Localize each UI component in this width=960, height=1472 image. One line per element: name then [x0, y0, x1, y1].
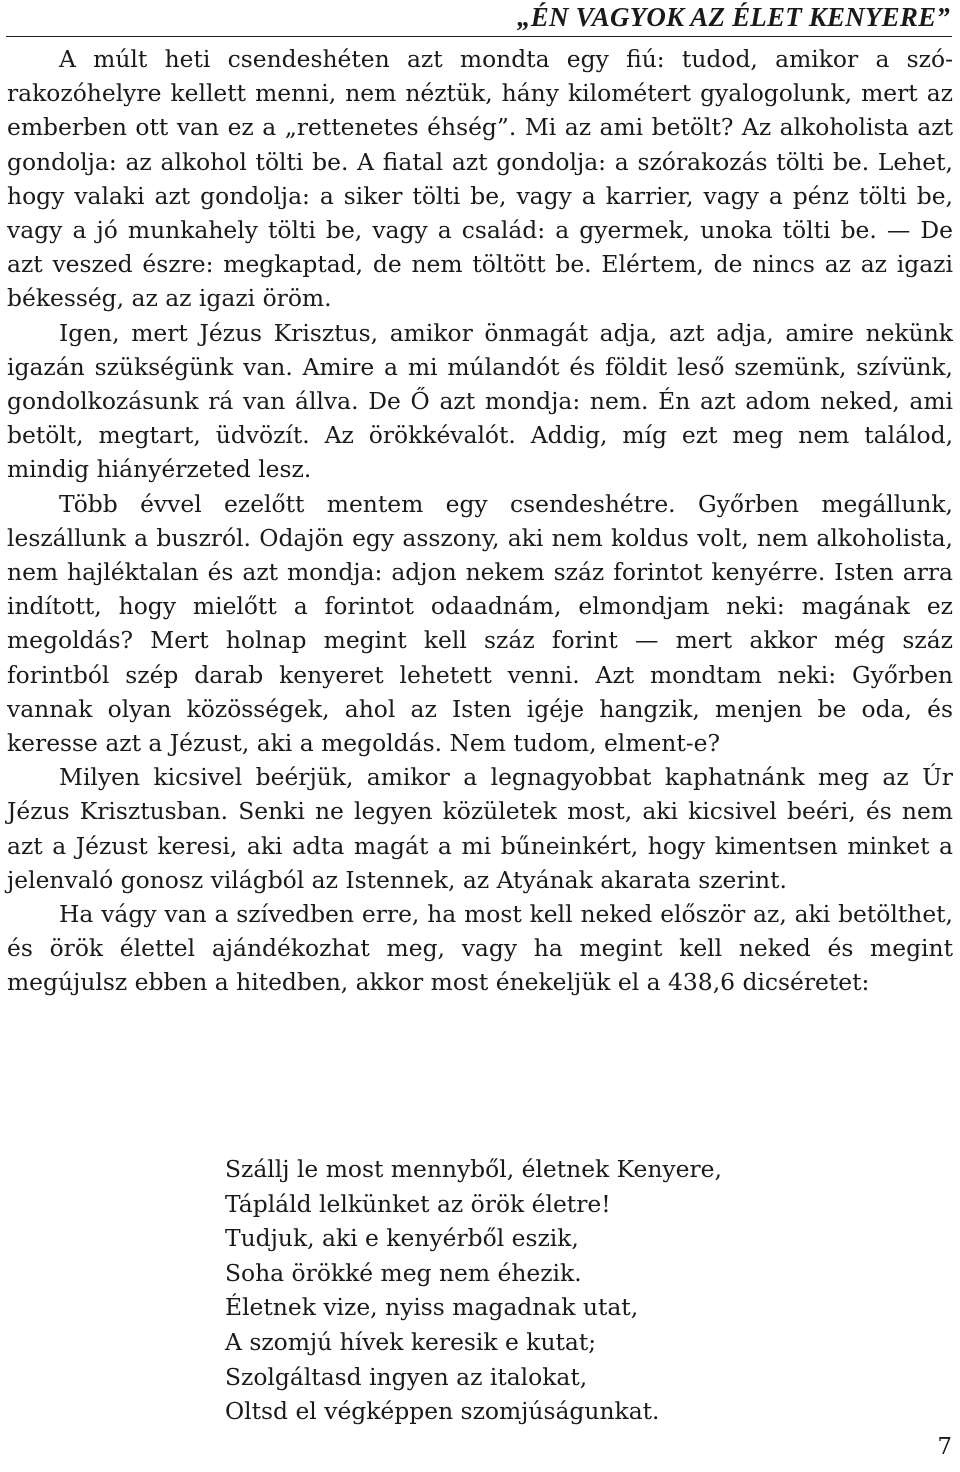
verse-line: Soha örökké meg nem éhezik. [225, 1258, 582, 1287]
verse-line: Életnek vize, nyiss magadnak utat, [225, 1293, 639, 1322]
body-text [7, 42, 953, 1000]
running-header [6, 0, 952, 37]
verse-line: Tudjuk, aki e kenyérből eszik, [225, 1224, 579, 1253]
paragraph: Igen, mert Jézus Krisztus, amikor önmagát adja, azt adja, amire nekünk igazán szükségünk van. Amire a mi múlandót és földit leső szemünk, szívünk, gondolkozásunk rá van állva. De Ő azt mondja: nem. Én azt adom neked, ami betölt, megtart, üdvözít. Az örökkévalót. Addig, míg ezt meg nem találod, mindig hiányérzeted lesz. [7, 318, 953, 484]
verse-line: Oltsd el végképpen szomjúságunkat. [225, 1397, 660, 1426]
paragraph: Több évvel ezelőtt mentem egy csendeshétre. Győrben megállunk, leszállunk a buszról. Odajön egy asszony, aki nem koldus volt, nem alkoholista, nem hajléktalan és azt mondja: adjon nekem száz forintot kenyérre. Isten arra indított, hogy mielőtt a forintot odaadnám, elmondjam neki: magának ez megoldás? Mert holnap megint kell száz forint — mert akkor még száz forintból szép darab kenyeret lehetett venni. Azt mondtam neki: Győrben vannak olyan közösségek, ahol az Isten igéje hangzik, menjen be oda, és keresse azt a Jézust, aki a megoldás. Nem tudom, elment-e? [7, 489, 953, 758]
page-number: 7 [937, 1434, 952, 1460]
verse-line: Szolgáltasd ingyen az italokat, [225, 1362, 588, 1391]
hymn-verse [225, 1152, 722, 1429]
paragraph: Ha vágy van a szívedben erre, ha most kell neked először az, aki betölthet, és örök élettel ajándékozhat meg, vagy ha megint kell neked és megint megújulsz ebben a hitedben, akkor most énekeljük el a 438,6 dicséretet: [7, 900, 953, 997]
paragraph: A múlt heti csendeshéten azt mondta egy fiú: tudod, amikor a szórakozóhelyre kellett menni, nem néztük, hány kilométert gyalogolunk, mert az emberben ott van ez a „rettenetes éhség”. Mi az ami betölt? Az alkoholista azt gondolja: az alkohol tölti be. A fiatal azt gondolja: a szórakozás tölti be. Lehet, hogy valaki azt gondolja: a siker tölti be, vagy a karrier, vagy a pénz tölti be, vagy a jó munkahely tölti be, vagy a család: a gyermek, unoka tölti be. — De azt veszed észre: megkaptad, de nem töltött be. Elértem, de nincs az az igazi békesség, az az igazi öröm. [7, 45, 953, 313]
paragraph: Milyen kicsivel beérjük, amikor a legnagyobbat kaphatnánk meg az Úr Jézus Krisztusban. Senki ne legyen közületek most, aki kicsivel beéri, és nem azt a Jézust keresi, aki adta magát a mi bűneinkért, hogy kimentsen minket a jelenvaló gonosz világból az Istennek, az Atyának akarata szerint. [7, 763, 953, 894]
chapter-title: „ÉN VAGYOK AZ ÉLET KENYERE” [517, 2, 950, 32]
verse-line: Szállj le most mennyből, életnek Kenyere, [225, 1155, 722, 1183]
verse-line: A szomjú hívek keresik e kutat; [225, 1327, 597, 1356]
verse-line: Tápláld lelkünket az örök életre! [225, 1189, 611, 1218]
